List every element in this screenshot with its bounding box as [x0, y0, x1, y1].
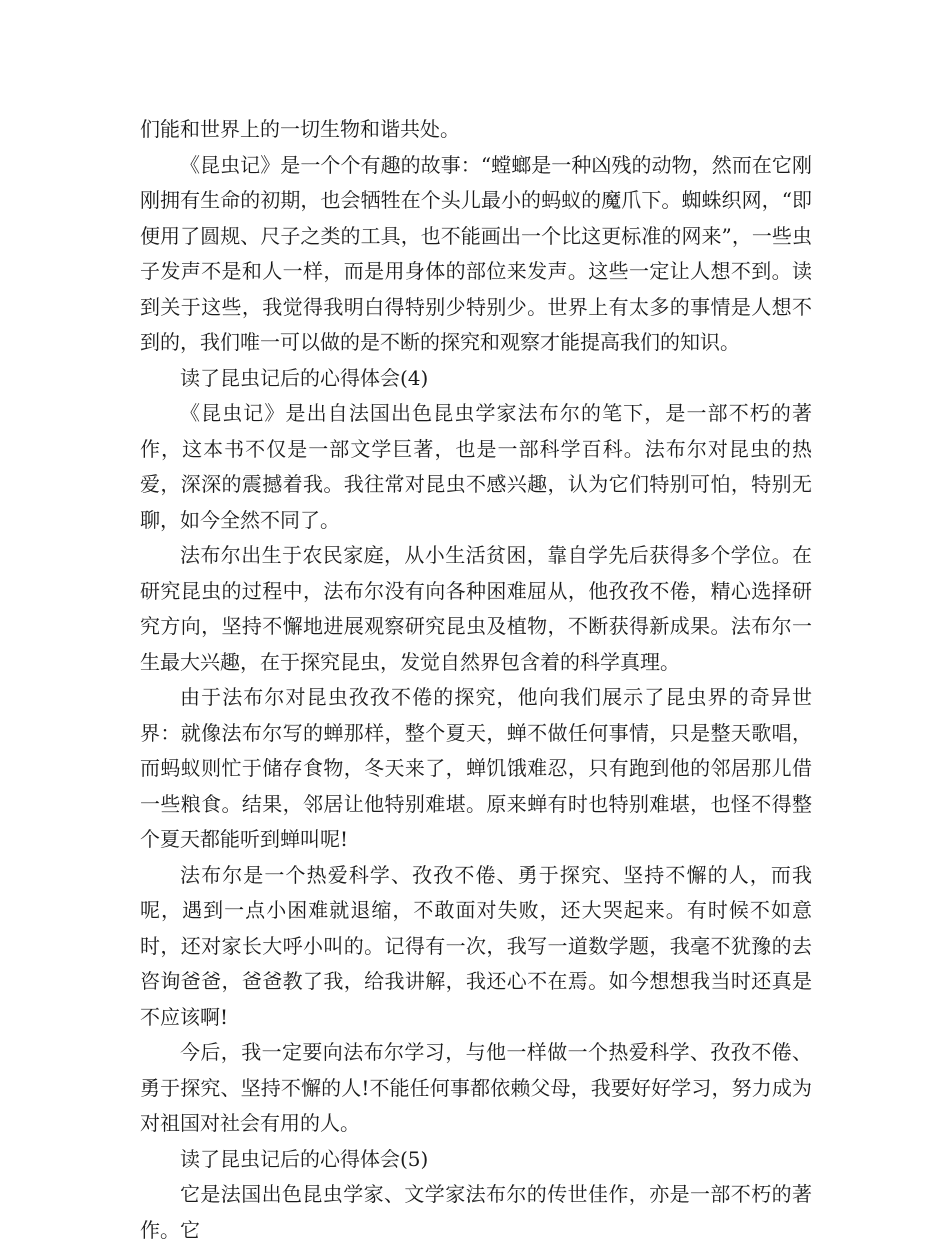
section-heading: 读了昆虫记后的心得体会(4) — [180, 365, 429, 390]
paragraph: 它是法国出色昆虫学家、文学家法布尔的传世佳作，亦是一部不朽的著作。它 — [140, 1182, 812, 1242]
paragraph: 《昆虫记》是出自法国出色昆虫学家法布尔的笔下，是一部不朽的著作，这本书不仅是一部文学巨著，也是一部科学百科。法布尔对昆虫的热爱，深深的震撼着我。我往常对昆虫不感兴趣，认为它们特别可怕，特别无聊，如今全然不同了。 — [140, 401, 812, 532]
paragraph: 法布尔是一个热爱科学、孜孜不倦、勇于探究、坚持不懈的人，而我呢，遇到一点小困难就退缩，不敢面对失败，还大哭起来。有时候不如意时，还对家长大呼小叫的。记得有一次，我写一道数学题，我毫不犹豫的去咨询爸爸，爸爸教了我，给我讲解，我还心不在焉。如今想想我当时还真是不应该啊! — [140, 862, 812, 1029]
paragraph: 法布尔出生于农民家庭，从小生活贫困，靠自学先后获得多个学位。在研究昆虫的过程中，法布尔没有向各种困难屈从，他孜孜不倦，精心选择研究方向，坚持不懈地进展观察研究昆虫及植物，不断获得新成果。法布尔一生最大兴趣，在于探究昆虫，发觉自然界包含着的科学真理。 — [140, 543, 812, 674]
paragraph-continuation: 们能和世界上的一切生物和谐共处。 — [140, 117, 460, 141]
paragraph: 《昆虫记》是一个个有趣的故事：“螳螂是一种凶残的动物，然而在它刚刚拥有生命的初期，也会牺牲在个头儿最小的蚂蚁的魔爪下。蜘蛛织网，“即便用了圆规、尺子之类的工具，也不能画出一个比这更标准的网来”，一些虫子发声不是和人一样，而是用身体的部位来发声。这些一定让人想不到。读到关于这些，我觉得我明白得特别少特别少。世界上有太多的事情是人想不到的，我们唯一可以做的是不断的探究和观察才能提高我们的知识。 — [140, 152, 812, 354]
paragraph: 由于法布尔对昆虫孜孜不倦的探究，他向我们展示了昆虫界的奇异世界：就像法布尔写的蝉那样，整个夏天，蝉不做任何事情，只是整天歌唱，而蚂蚁则忙于储存食物，冬天来了，蝉饥饿难忍，只有跑到他的邻居那儿借一些粮食。结果，邻居让他特别难堪。原来蝉有时也特别难堪，也怪不得整个夏天都能听到蝉叫呢! — [140, 685, 812, 851]
document-body — [140, 112, 812, 1248]
section-heading: 读了昆虫记后的心得体会(5) — [180, 1146, 429, 1171]
paragraph: 今后，我一定要向法布尔学习，与他一样做一个热爱科学、孜孜不倦、勇于探究、坚持不懈的人!不能任何事都依赖父母，我要好好学习，努力成为对祖国对社会有用的人。 — [140, 1040, 812, 1135]
